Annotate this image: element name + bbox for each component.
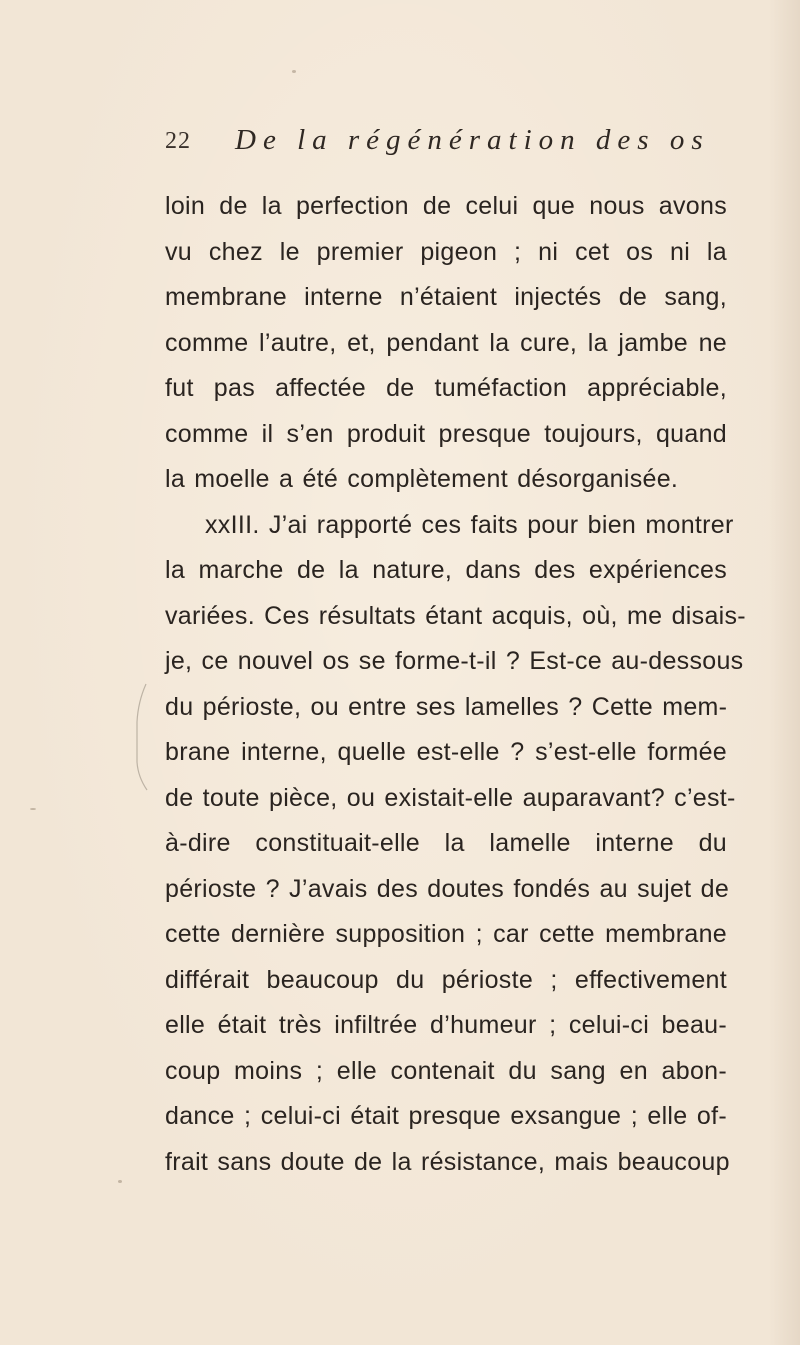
text-line: périoste ? J’avais des doutes fondés au sujet de [165, 874, 730, 903]
text-line: comme il s’en produit presque toujours, quand [165, 419, 727, 448]
text-line: du périoste, ou entre ses lamelles ? Cette mem- [165, 692, 728, 721]
text-line: brane interne, quelle est-elle ? s’est-elle formée [165, 738, 727, 766]
body-text [165, 184, 746, 1185]
text-line: coup moins ; elle contenait du sang en abon- [165, 1056, 727, 1085]
text-line: la moelle a été complètement désorganisée. [165, 465, 679, 493]
running-title: De la régénération des os [235, 124, 710, 156]
page-number: 22 [165, 128, 191, 154]
text-line: de toute pièce, ou existait-elle auparavant? c’est- [165, 783, 736, 812]
text-line: variées. Ces résultats étant acquis, où, me disais- [165, 601, 746, 630]
text-line: dance ; celui-ci était presque exsangue ; elle of- [165, 1102, 727, 1130]
paragraph-start-line: xxIII. J’ai rapporté ces faits pour bien montrer [205, 510, 734, 539]
text-line: je, ce nouvel os se forme-t-il ? Est-ce au-dessous [165, 647, 744, 675]
paper-speck [292, 70, 296, 73]
text-line: frait sans doute de la résistance, mais beaucoup [165, 1147, 730, 1176]
text-line: vu chez le premier pigeon ; ni cet os ni la [165, 237, 727, 266]
text-line: comme l’autre, et, pendant la cure, la jambe ne [165, 328, 727, 357]
text-line: loin de la perfection de celui que nous avons [165, 192, 727, 220]
margin-pencil-mark [134, 682, 148, 792]
text-line: fut pas affectée de tuméfaction appréciable, [165, 374, 727, 402]
page-header [165, 118, 710, 158]
text-line: membrane interne n’étaient injectés de sang, [165, 283, 727, 311]
paper-speck [118, 1180, 122, 1183]
text-line: à-dire constituait-elle la lamelle interne du [165, 829, 727, 857]
paper-speck [30, 808, 36, 810]
text-line: cette dernière supposition ; car cette membrane [165, 920, 727, 948]
text-line: différait beaucoup du périoste ; effectivement [165, 965, 727, 994]
text-line: la marche de la nature, dans des expériences [165, 556, 727, 584]
text-line: elle était très infiltrée d’humeur ; celui-ci beau- [165, 1011, 727, 1039]
